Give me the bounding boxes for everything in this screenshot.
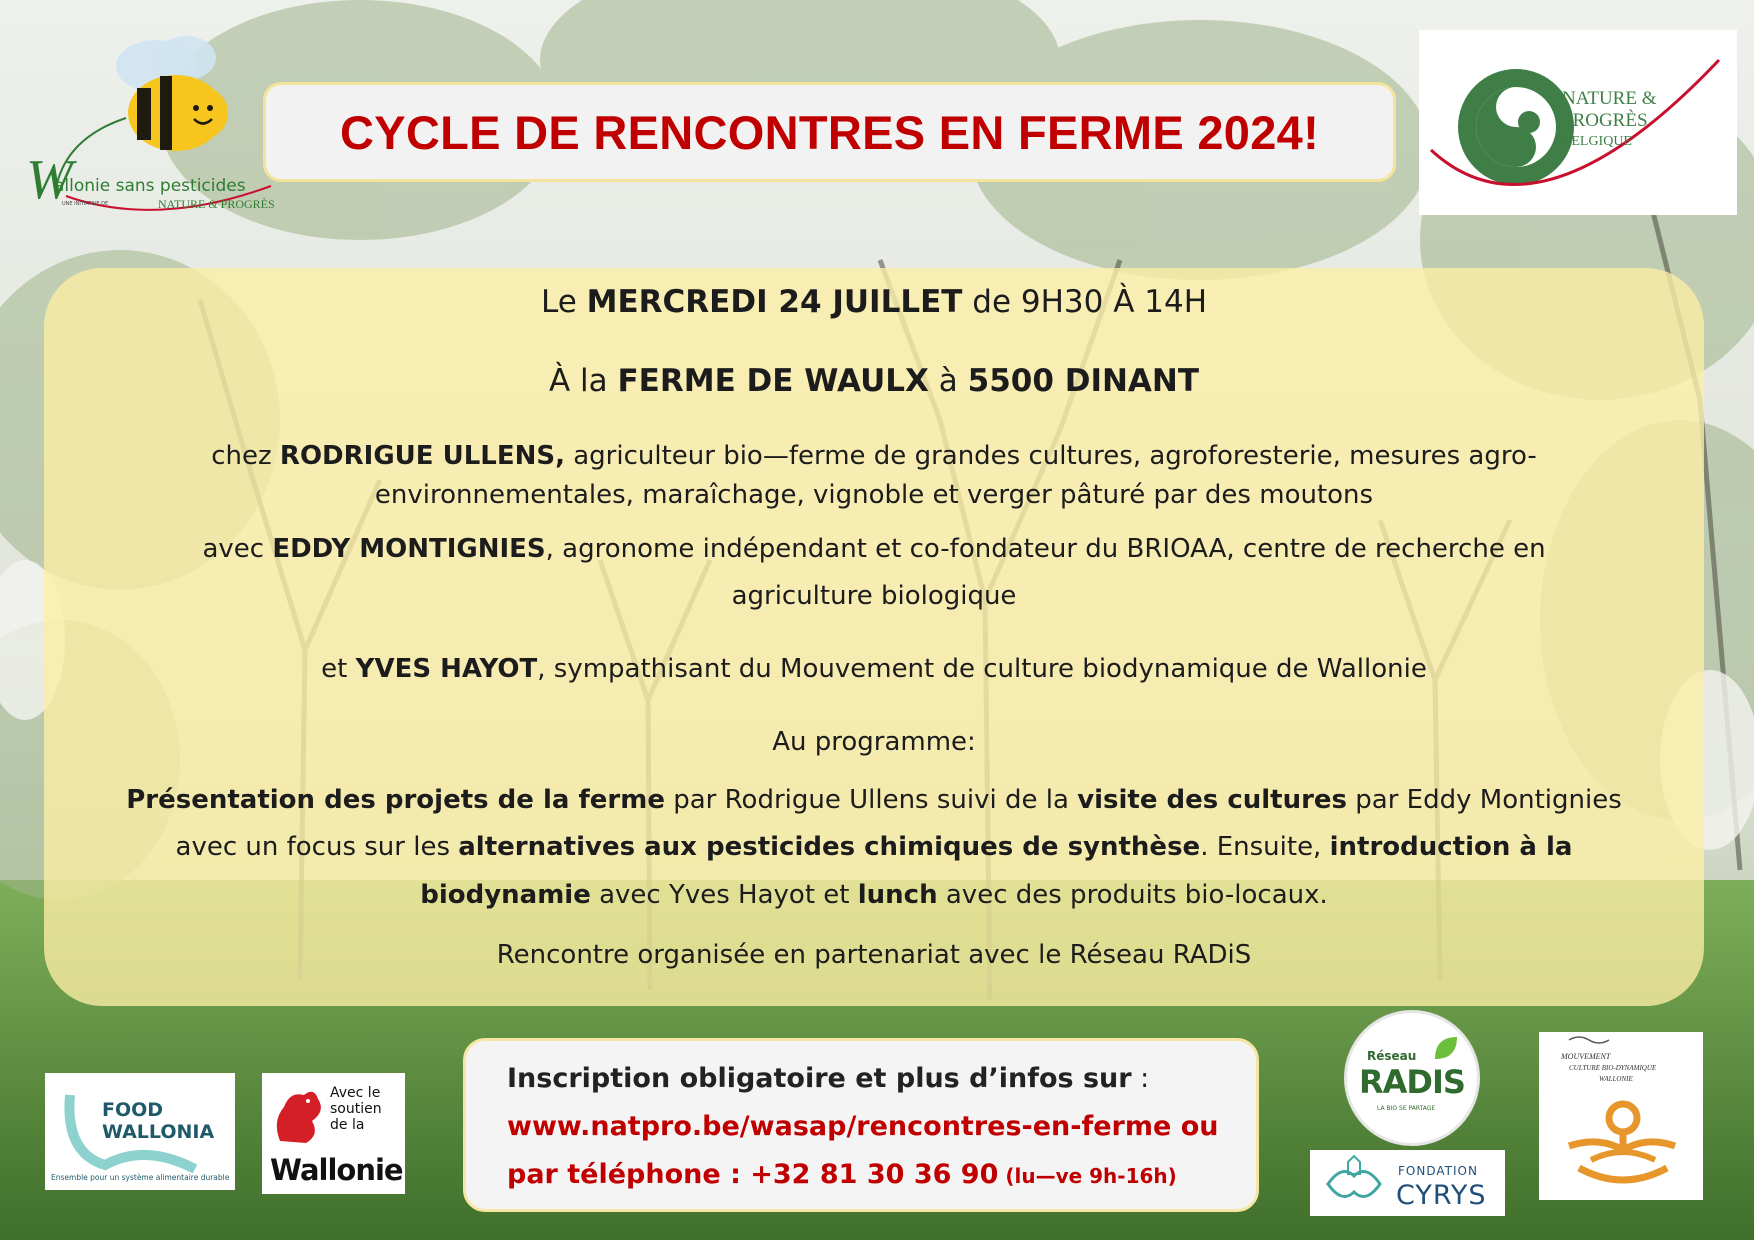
- np-line3: BELGIQUE: [1562, 134, 1632, 149]
- food-wallonia-tag: Ensemble pour un système alimentaire durable: [51, 1173, 230, 1182]
- radis-main: RADIS: [1359, 1063, 1465, 1101]
- biodyn-l3: WALLONIE: [1599, 1075, 1633, 1083]
- farm-name: FERME DE WAULX: [617, 363, 929, 399]
- handshake-icon: [1322, 1154, 1386, 1214]
- inscription-heading: Inscription obligatoire et plus d’infos sur :: [507, 1063, 1150, 1094]
- program-heading: Au programme:: [772, 727, 976, 757]
- expert-line-1: avec EDDY MONTIGNIES, agronome indépendant et co-fondateur du BRIOAA, centre de recherche en: [202, 534, 1546, 564]
- biodyn-l2: CULTURE BIO-DYNAMIQUE: [1569, 1064, 1657, 1072]
- wasp-name: allonie sans pesticides: [54, 176, 246, 196]
- city-name: 5500 DINANT: [967, 363, 1200, 399]
- leaf-icon: [1431, 1033, 1461, 1063]
- fondation-cyrys-logo: [1310, 1150, 1505, 1216]
- expert-line-2: agriculture biologique: [731, 581, 1017, 611]
- np-line2: PROGRÈS: [1562, 110, 1648, 131]
- wallonie-l4: Wallonie: [270, 1153, 403, 1187]
- page-title: CYCLE DE RENCONTRES EN FERME 2024!: [339, 105, 1320, 159]
- title-banner: [263, 82, 1396, 182]
- inscription-box: [463, 1038, 1259, 1212]
- partner-line: Rencontre organisée en partenariat avec le Réseau RADiS: [496, 940, 1252, 970]
- inscription-phone[interactable]: par téléphone : +32 81 30 36 90 (lu—ve 9h-16h): [507, 1159, 1177, 1190]
- food-wallonia-l1: FOOD: [102, 1099, 164, 1121]
- wasp-sub2: NATURE & PROGRÈS: [158, 197, 275, 211]
- nature-progres-logo: [1419, 30, 1737, 215]
- host-name: RODRIGUE ULLENS,: [279, 441, 565, 471]
- wallonie-l1: Avec le: [330, 1085, 381, 1101]
- cyrys-l2: CYRYS: [1396, 1180, 1487, 1211]
- radis-logo: [1344, 1010, 1480, 1146]
- wallonie-support-logo: [262, 1073, 405, 1194]
- wallonie-sans-pesticides-logo: [26, 18, 276, 228]
- inscription-url-link[interactable]: www.natpro.be/wasap/rencontres-en-ferme ou: [507, 1111, 1219, 1142]
- host-line-1: chez RODRIGUE ULLENS, agriculteur bio—ferme de grandes cultures, agroforesterie, mesures agro-: [211, 441, 1537, 471]
- date-line: Le MERCREDI 24 JUILLET de 9H30 À 14H: [540, 284, 1208, 320]
- wallonie-l2: soutien: [330, 1101, 382, 1117]
- wasp-sub1: UNE INITIATIVE DE: [62, 201, 109, 207]
- cyrys-l1: FONDATION: [1398, 1164, 1478, 1178]
- expert-name: EDDY MONTIGNIES: [272, 534, 546, 564]
- program-line-3: biodynamie avec Yves Hayot et lunch avec des produits bio-locaux.: [420, 880, 1328, 910]
- program-line-2: avec un focus sur les alternatives aux pesticides chimiques de synthèse. Ensuite, introduction à la: [175, 832, 1573, 862]
- food-wallonia-l2: WALLONIA: [102, 1121, 215, 1143]
- wallonie-l3: de la: [330, 1117, 365, 1133]
- event-date: MERCREDI 24 JUILLET: [586, 284, 963, 320]
- third-speaker-name: YVES HAYOT: [355, 654, 538, 684]
- third-speaker-line: et YVES HAYOT, sympathisant du Mouvement de culture biodynamique de Wallonie: [321, 654, 1427, 684]
- radis-tag: LA BIO SE PARTAGE: [1377, 1105, 1436, 1112]
- wasp-initial: W: [26, 149, 73, 211]
- biodynamie-emblem-icon: [1539, 1032, 1703, 1200]
- radis-top: Réseau: [1367, 1049, 1417, 1063]
- biodyn-l1: MOUVEMENT: [1561, 1052, 1611, 1061]
- biodynamie-logo: [1539, 1032, 1703, 1200]
- rooster-icon: [268, 1081, 328, 1153]
- np-line1: NATURE &: [1562, 88, 1657, 109]
- place-line: À la FERME DE WAULX à 5500 DINANT: [548, 363, 1200, 399]
- program-line-1: Présentation des projets de la ferme par Rodrigue Ullens suivi de la visite des cultures par Eddy Montignies: [126, 785, 1622, 815]
- food-wallonia-logo: [45, 1073, 235, 1190]
- host-line-2: environnementales, maraîchage, vignoble et verger pâturé par des moutons: [374, 480, 1374, 510]
